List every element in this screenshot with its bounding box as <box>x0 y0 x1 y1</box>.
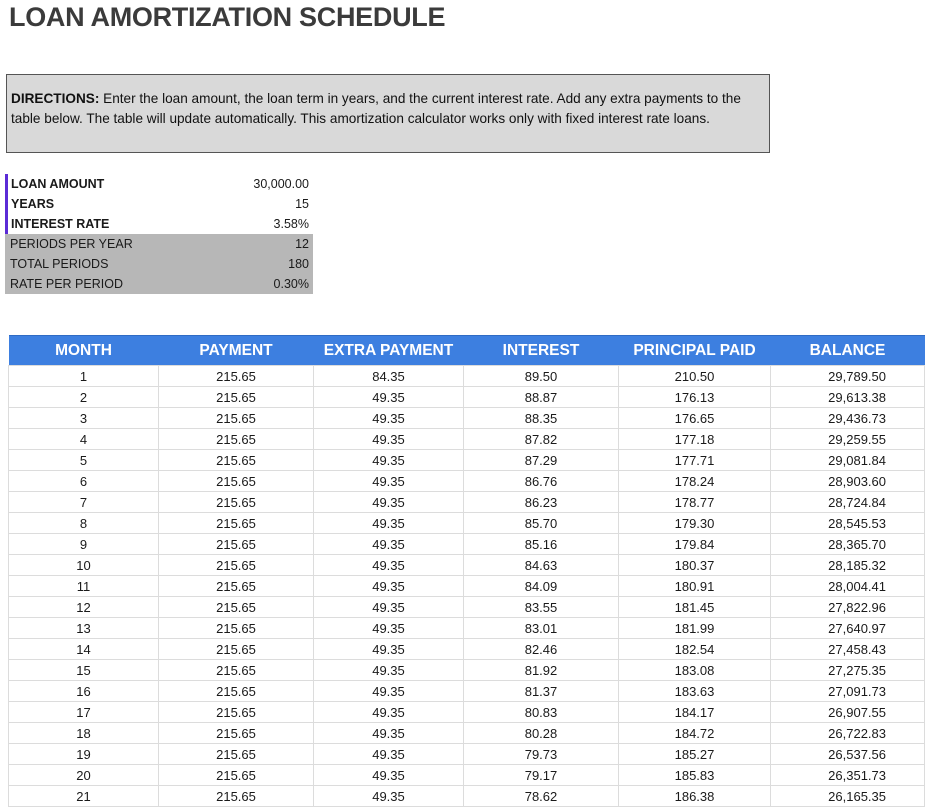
principal-paid-cell: 181.45 <box>619 597 771 618</box>
payment-cell: 215.65 <box>159 366 314 387</box>
interest-cell: 85.70 <box>464 513 619 534</box>
principal-paid-cell: 177.71 <box>619 450 771 471</box>
header-month: MONTH <box>9 336 159 366</box>
header-payment: PAYMENT <box>159 336 314 366</box>
principal-paid-cell: 182.54 <box>619 639 771 660</box>
payment-cell: 215.65 <box>159 513 314 534</box>
extra-payment-cell[interactable]: 49.35 <box>314 618 464 639</box>
table-row <box>9 723 925 744</box>
balance-cell: 26,537.56 <box>771 744 925 765</box>
month-cell: 17 <box>9 702 159 723</box>
balance-cell: 27,275.35 <box>771 660 925 681</box>
month-cell: 18 <box>9 723 159 744</box>
balance-cell: 26,722.83 <box>771 723 925 744</box>
extra-payment-cell[interactable]: 49.35 <box>314 513 464 534</box>
header-balance: BALANCE <box>771 336 925 366</box>
rate-per-period-row <box>5 274 313 294</box>
payment-cell: 215.65 <box>159 765 314 786</box>
interest-cell: 83.55 <box>464 597 619 618</box>
month-cell: 4 <box>9 429 159 450</box>
principal-paid-cell: 181.99 <box>619 618 771 639</box>
principal-paid-cell: 184.17 <box>619 702 771 723</box>
table-row <box>9 618 925 639</box>
extra-payment-cell[interactable]: 49.35 <box>314 492 464 513</box>
month-cell: 19 <box>9 744 159 765</box>
month-cell: 3 <box>9 408 159 429</box>
table-row <box>9 786 925 807</box>
table-row <box>9 765 925 786</box>
interest-cell: 79.17 <box>464 765 619 786</box>
extra-payment-cell[interactable]: 49.35 <box>314 576 464 597</box>
balance-cell: 27,091.73 <box>771 681 925 702</box>
month-cell: 21 <box>9 786 159 807</box>
payment-cell: 215.65 <box>159 555 314 576</box>
month-cell: 10 <box>9 555 159 576</box>
extra-payment-cell[interactable]: 49.35 <box>314 660 464 681</box>
extra-payment-cell[interactable]: 49.35 <box>314 450 464 471</box>
balance-cell: 26,351.73 <box>771 765 925 786</box>
balance-cell: 28,185.32 <box>771 555 925 576</box>
principal-paid-cell: 210.50 <box>619 366 771 387</box>
table-row <box>9 366 925 387</box>
extra-payment-cell[interactable]: 49.35 <box>314 408 464 429</box>
month-cell: 5 <box>9 450 159 471</box>
interest-cell: 81.37 <box>464 681 619 702</box>
page-title: LOAN AMORTIZATION SCHEDULE <box>9 2 446 32</box>
interest-cell: 87.82 <box>464 429 619 450</box>
balance-cell: 29,789.50 <box>771 366 925 387</box>
month-cell: 8 <box>9 513 159 534</box>
month-cell: 13 <box>9 618 159 639</box>
years-label: YEARS <box>5 194 191 214</box>
payment-cell: 215.65 <box>159 702 314 723</box>
header-interest: INTEREST <box>464 336 619 366</box>
total-periods-label: TOTAL PERIODS <box>10 257 109 271</box>
loan-amount-label: LOAN AMOUNT <box>5 174 191 194</box>
interest-cell: 84.63 <box>464 555 619 576</box>
payment-cell: 215.65 <box>159 723 314 744</box>
table-row <box>9 513 925 534</box>
extra-payment-cell[interactable]: 49.35 <box>314 555 464 576</box>
interest-cell: 79.73 <box>464 744 619 765</box>
payment-cell: 215.65 <box>159 786 314 807</box>
balance-cell: 26,907.55 <box>771 702 925 723</box>
principal-paid-cell: 178.24 <box>619 471 771 492</box>
interest-cell: 78.62 <box>464 786 619 807</box>
table-row <box>9 744 925 765</box>
interest-cell: 87.29 <box>464 450 619 471</box>
interest-cell: 80.28 <box>464 723 619 744</box>
month-cell: 6 <box>9 471 159 492</box>
years-input[interactable]: 15 <box>295 197 309 211</box>
header-extra-payment: EXTRA PAYMENT <box>314 336 464 366</box>
balance-cell: 28,724.84 <box>771 492 925 513</box>
total-periods-row <box>5 254 313 274</box>
month-cell: 9 <box>9 534 159 555</box>
header-principal-paid: PRINCIPAL PAID <box>619 336 771 366</box>
directions-box <box>6 74 770 153</box>
payment-cell: 215.65 <box>159 408 314 429</box>
extra-payment-cell[interactable]: 49.35 <box>314 429 464 450</box>
interest-cell: 84.09 <box>464 576 619 597</box>
table-row <box>9 492 925 513</box>
table-row <box>9 639 925 660</box>
payment-cell: 215.65 <box>159 450 314 471</box>
payment-cell: 215.65 <box>159 618 314 639</box>
rate-per-period-value: 0.30% <box>273 277 309 291</box>
payment-cell: 215.65 <box>159 597 314 618</box>
month-cell: 20 <box>9 765 159 786</box>
table-row <box>9 597 925 618</box>
table-row <box>9 660 925 681</box>
directions-text: Enter the loan amount, the loan term in years, and the current interest rate. Add any extra payments to the table below. The table will update automatically. This amortization calculator works only with fixed interest rate loans. <box>11 91 741 126</box>
loan-amount-input[interactable]: 30,000.00 <box>253 177 309 191</box>
payment-cell: 215.65 <box>159 471 314 492</box>
interest-cell: 86.23 <box>464 492 619 513</box>
payment-cell: 215.65 <box>159 387 314 408</box>
extra-payment-cell[interactable]: 49.35 <box>314 786 464 807</box>
table-row <box>9 429 925 450</box>
interest-rate-input[interactable]: 3.58% <box>273 217 309 231</box>
balance-cell: 29,436.73 <box>771 408 925 429</box>
month-cell: 7 <box>9 492 159 513</box>
extra-payment-cell[interactable]: 49.35 <box>314 765 464 786</box>
month-cell: 2 <box>9 387 159 408</box>
table-row <box>9 408 925 429</box>
periods-per-year-label: PERIODS PER YEAR <box>10 237 133 251</box>
principal-paid-cell: 179.84 <box>619 534 771 555</box>
interest-cell: 80.83 <box>464 702 619 723</box>
table-body <box>9 366 925 807</box>
month-cell: 12 <box>9 597 159 618</box>
periods-per-year-value: 12 <box>295 237 309 251</box>
balance-cell: 26,165.35 <box>771 786 925 807</box>
principal-paid-cell: 185.27 <box>619 744 771 765</box>
interest-cell: 83.01 <box>464 618 619 639</box>
table-row <box>9 702 925 723</box>
interest-rate-label: INTEREST RATE <box>5 214 191 234</box>
balance-cell: 28,365.70 <box>771 534 925 555</box>
extra-payment-cell[interactable]: 49.35 <box>314 597 464 618</box>
interest-cell: 86.76 <box>464 471 619 492</box>
extra-payment-cell[interactable]: 49.35 <box>314 681 464 702</box>
loan-inputs-panel <box>5 174 313 294</box>
rate-per-period-label: RATE PER PERIOD <box>10 277 123 291</box>
interest-cell: 82.46 <box>464 639 619 660</box>
extra-payment-cell[interactable]: 49.35 <box>314 639 464 660</box>
payment-cell: 215.65 <box>159 681 314 702</box>
directions-label: DIRECTIONS: <box>11 91 100 106</box>
balance-cell: 28,004.41 <box>771 576 925 597</box>
principal-paid-cell: 176.13 <box>619 387 771 408</box>
extra-payment-cell[interactable]: 49.35 <box>314 702 464 723</box>
balance-cell: 27,640.97 <box>771 618 925 639</box>
principal-paid-cell: 179.30 <box>619 513 771 534</box>
interest-cell: 88.35 <box>464 408 619 429</box>
payment-cell: 215.65 <box>159 492 314 513</box>
extra-payment-cell[interactable]: 84.35 <box>314 366 464 387</box>
principal-paid-cell: 176.65 <box>619 408 771 429</box>
payment-cell: 215.65 <box>159 576 314 597</box>
balance-cell: 29,613.38 <box>771 387 925 408</box>
extra-payment-cell[interactable]: 49.35 <box>314 387 464 408</box>
loan-amount-row <box>5 174 313 194</box>
interest-cell: 81.92 <box>464 660 619 681</box>
periods-per-year-row <box>5 234 313 254</box>
table-row <box>9 681 925 702</box>
month-cell: 15 <box>9 660 159 681</box>
principal-paid-cell: 180.37 <box>619 555 771 576</box>
month-cell: 16 <box>9 681 159 702</box>
payment-cell: 215.65 <box>159 429 314 450</box>
principal-paid-cell: 184.72 <box>619 723 771 744</box>
balance-cell: 29,259.55 <box>771 429 925 450</box>
balance-cell: 27,458.43 <box>771 639 925 660</box>
table-row <box>9 471 925 492</box>
month-cell: 11 <box>9 576 159 597</box>
table-row <box>9 450 925 471</box>
table-row <box>9 534 925 555</box>
extra-payment-cell[interactable]: 49.35 <box>314 744 464 765</box>
payment-cell: 215.65 <box>159 660 314 681</box>
principal-paid-cell: 185.83 <box>619 765 771 786</box>
month-cell: 14 <box>9 639 159 660</box>
month-cell: 1 <box>9 366 159 387</box>
principal-paid-cell: 186.38 <box>619 786 771 807</box>
table-row <box>9 387 925 408</box>
principal-paid-cell: 177.18 <box>619 429 771 450</box>
payment-cell: 215.65 <box>159 534 314 555</box>
interest-cell: 89.50 <box>464 366 619 387</box>
principal-paid-cell: 180.91 <box>619 576 771 597</box>
extra-payment-cell[interactable]: 49.35 <box>314 471 464 492</box>
interest-cell: 88.87 <box>464 387 619 408</box>
table-row <box>9 555 925 576</box>
payment-cell: 215.65 <box>159 744 314 765</box>
interest-cell: 85.16 <box>464 534 619 555</box>
extra-payment-cell[interactable]: 49.35 <box>314 723 464 744</box>
years-row <box>5 194 313 214</box>
principal-paid-cell: 183.63 <box>619 681 771 702</box>
principal-paid-cell: 178.77 <box>619 492 771 513</box>
payment-cell: 215.65 <box>159 639 314 660</box>
balance-cell: 28,903.60 <box>771 471 925 492</box>
balance-cell: 27,822.96 <box>771 597 925 618</box>
interest-rate-row <box>5 214 313 234</box>
balance-cell: 28,545.53 <box>771 513 925 534</box>
balance-cell: 29,081.84 <box>771 450 925 471</box>
table-header-row <box>9 336 925 366</box>
amortization-table <box>8 335 925 807</box>
total-periods-value: 180 <box>288 257 309 271</box>
extra-payment-cell[interactable]: 49.35 <box>314 534 464 555</box>
table-row <box>9 576 925 597</box>
principal-paid-cell: 183.08 <box>619 660 771 681</box>
